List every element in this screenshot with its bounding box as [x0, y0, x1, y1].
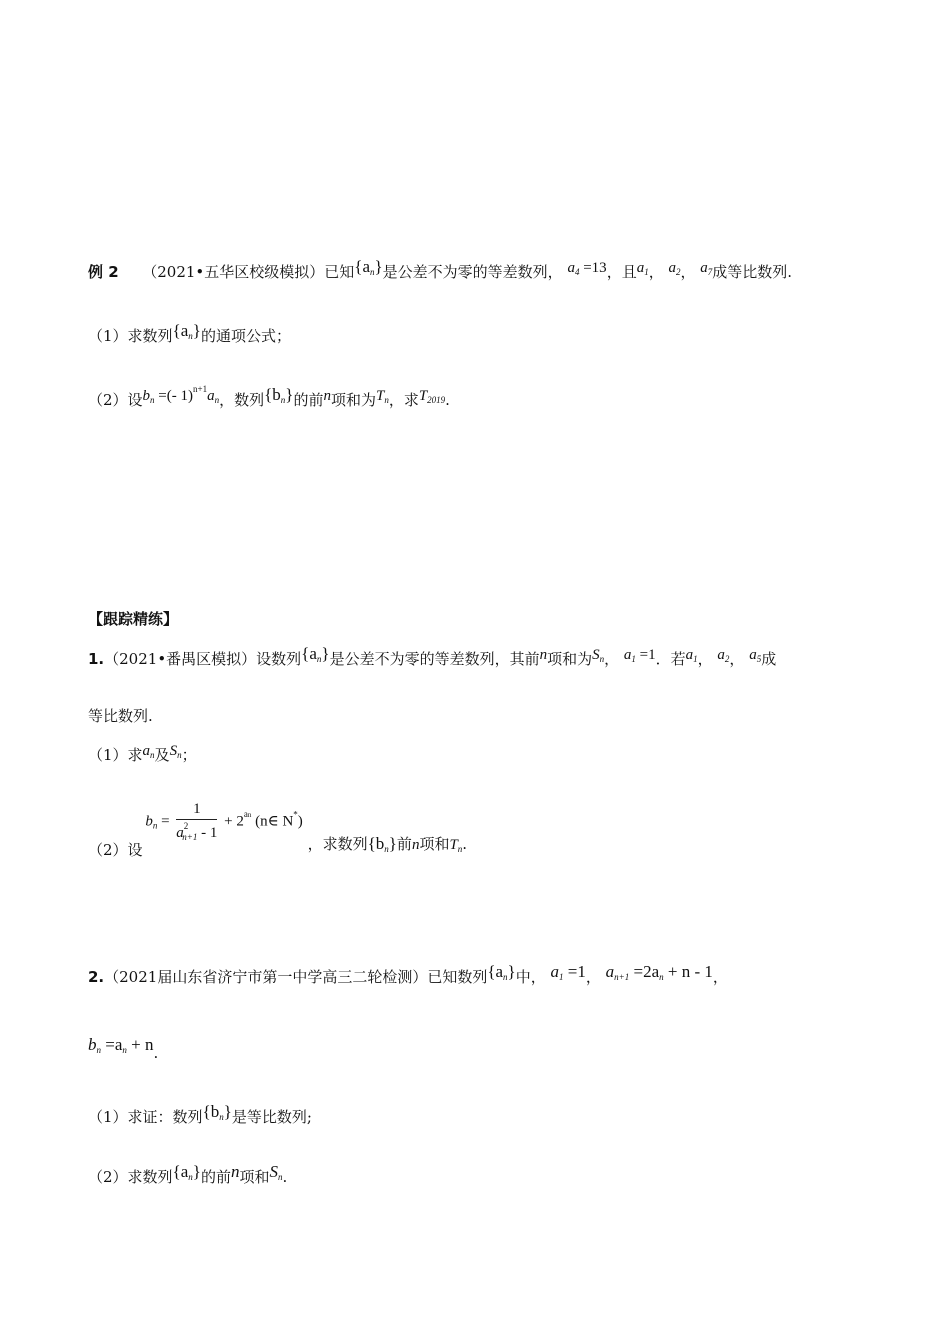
a-n: $a_n$	[142, 743, 155, 760]
seq-a: $\{a_n\}$	[301, 644, 330, 664]
text-and: ，且	[606, 263, 637, 281]
p1-cheng: 成	[761, 650, 777, 668]
term-a7: $a_7$	[700, 260, 713, 277]
p2-q2-text2: 项和	[239, 1168, 270, 1186]
q1-label: （1）求数列	[88, 327, 173, 345]
text-seq: ，数列	[219, 391, 265, 409]
sep: ，	[729, 650, 745, 668]
dot: .	[153, 1044, 159, 1062]
comma: ，	[585, 968, 601, 986]
p1-line	[88, 644, 777, 669]
n-var: n	[230, 1162, 240, 1181]
p1-q2-text3: 项和	[419, 835, 450, 854]
b-def: $b_n$ =(- $1)^{n+1}a_n$	[142, 384, 220, 405]
p1-label: 1.	[88, 650, 105, 668]
p2-q2-text: 的前	[200, 1168, 231, 1186]
text-is-arith: 是公差不为零的等差数列，	[382, 263, 563, 281]
recurrence: $a_{n+1} =2a_n + n - 1$	[605, 962, 713, 982]
term-a2: $a_2$	[717, 647, 730, 664]
seq-a: $\{a_n\}$	[487, 962, 516, 982]
p1-q2-text2: 前	[396, 835, 412, 854]
p1-source: （2021•番禺区模拟）设数列	[104, 650, 302, 668]
n-var: n	[539, 647, 548, 663]
p2-q2-end: .	[282, 1168, 288, 1186]
sep: ，	[680, 263, 696, 281]
p1-q1-end: ；	[181, 746, 197, 764]
term-a1: $a_1$	[636, 260, 649, 277]
S-n: $S_n$	[169, 743, 182, 760]
p2-label: 2.	[88, 968, 105, 986]
p2-zhong: 中，	[515, 968, 546, 986]
text-sum: 项和为	[330, 391, 376, 409]
example2-line	[88, 257, 793, 282]
text-first: 的前	[293, 391, 324, 409]
p1-q1-and: 及	[154, 746, 170, 764]
p1-q2-text: ，求数列	[307, 835, 368, 854]
fraction: $\frac{1}{a^2_{n+1} - 1}$	[176, 801, 218, 842]
text-find: ，求	[388, 391, 419, 409]
p2-q1	[88, 1102, 312, 1127]
seq-a: $\{a_n\}$	[354, 257, 383, 277]
ex2-q2	[88, 384, 450, 410]
S-n: $S_n$	[592, 647, 605, 664]
seq-a: $\{a_n\}$	[172, 321, 201, 341]
b-def: $b_n =a_n + n$	[88, 1035, 154, 1055]
q2-label: （2）设	[88, 391, 143, 409]
T-n: $T_n$	[375, 388, 389, 405]
p1-if: ．若	[655, 650, 686, 668]
ex2-q1	[88, 321, 291, 346]
p2-q1-text: 是等比数列;	[231, 1108, 312, 1126]
T-n: $T_n$	[449, 837, 463, 855]
seq-a: $\{a_n\}$	[172, 1162, 201, 1182]
seq-b: $\{b_n\}$	[367, 834, 397, 855]
text-known: 已知	[324, 263, 355, 281]
p1-q2-end: .	[462, 835, 468, 854]
p1-q2-label: （2）设	[88, 841, 143, 860]
comma: ，	[712, 968, 728, 986]
n-var: n	[323, 388, 331, 404]
text-geo: 成等比数列.	[712, 263, 793, 281]
term-a2: $a_2$	[668, 260, 681, 277]
seq-b: $\{b_n\}$	[264, 385, 294, 405]
p1-line2: 等比数列.	[88, 707, 153, 725]
n-var: n	[411, 837, 420, 854]
term-a5: $a_5$	[749, 647, 762, 664]
p1-text-a: 是公差不为零的等差数列，其前	[329, 650, 540, 668]
cond-a1: $a_1 =1$	[623, 647, 656, 664]
sep: ，	[604, 650, 620, 668]
p2-q1-label: （1）求证：数列	[88, 1108, 203, 1126]
term-a1: $a_1$	[685, 647, 698, 664]
practice-heading: 【跟踪精练】	[88, 610, 179, 628]
example-source: （2021•五华区校级模拟）	[142, 263, 325, 281]
example-label: 例 2	[88, 263, 119, 281]
p2-q2	[88, 1162, 288, 1187]
q1-text: 的通项公式；	[200, 327, 291, 345]
end-dot: .	[445, 391, 450, 409]
S-n: $S_n$	[269, 1162, 283, 1182]
p2-source: （2021届山东省济宁市第一中学高三二轮检测）已知数列	[104, 968, 488, 986]
p1-q2	[88, 801, 468, 860]
p1-q1	[88, 743, 197, 765]
sep: ，	[697, 650, 713, 668]
sep: ，	[648, 263, 664, 281]
b-n-formula: $b_n$ = $\frac{1}{a^2_{n+1} - 1}$ + $2^{an}$ (n∈ N*)	[145, 801, 303, 842]
p2-q2-label: （2）求数列	[88, 1168, 173, 1186]
p2-line	[88, 962, 728, 987]
T-2019: $T_{2019}$	[418, 388, 446, 405]
cond-a4: $a_4 =13$	[567, 260, 607, 277]
p2-line2	[88, 1035, 159, 1062]
cond-a1: $a_1 =1$	[550, 962, 586, 982]
p1-text-b: 项和为	[547, 650, 593, 668]
p1-q1-label: （1）求	[88, 746, 143, 764]
seq-b: $\{b_n\}$	[202, 1102, 232, 1122]
